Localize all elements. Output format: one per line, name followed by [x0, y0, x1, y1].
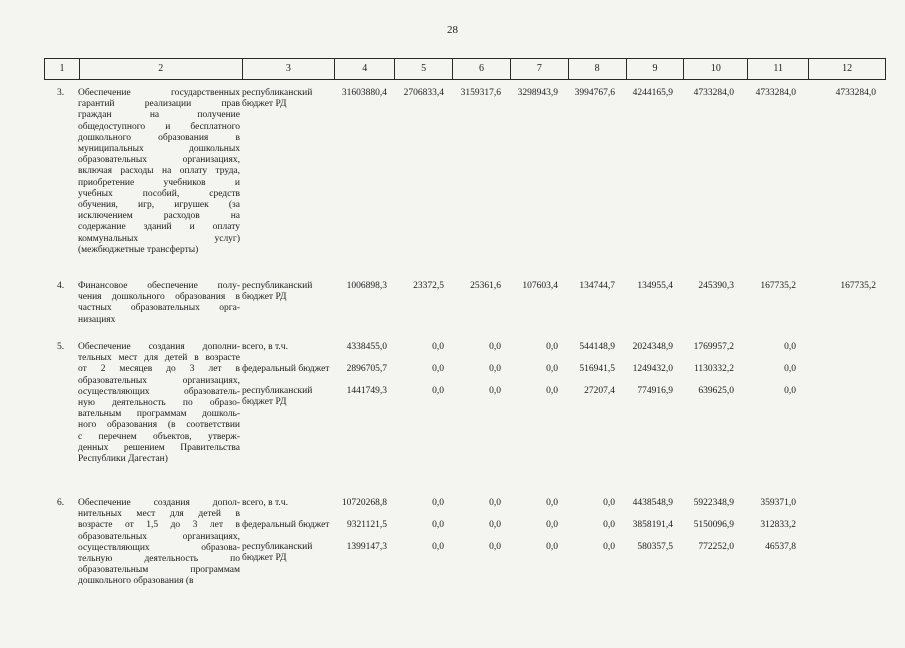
- description-line: гарантий реализации прав: [78, 99, 240, 110]
- value-cell: 167735,2: [840, 281, 876, 291]
- value-cell: 0,0: [784, 364, 796, 374]
- column-header-5: 5: [395, 59, 453, 79]
- row-number: 5.: [57, 342, 65, 352]
- description-line: частных образовательных орга-: [78, 303, 240, 314]
- value-cell: 25361,6: [470, 281, 501, 291]
- description-line: низациях: [78, 314, 116, 325]
- row-number: 3.: [57, 88, 65, 98]
- description-line: муниципальных дошкольных: [78, 144, 240, 155]
- value-cell: 0,0: [432, 498, 444, 508]
- value-cell: 0,0: [784, 386, 796, 396]
- value-cell: 0,0: [489, 498, 501, 508]
- value-cell: 4438548,9: [632, 498, 673, 508]
- column-header-8: 8: [569, 59, 627, 79]
- description-line: (межбюджетные трансферты): [78, 244, 199, 255]
- description-line: граждан на получение: [78, 110, 240, 121]
- funding-source: всего, в т.ч.: [242, 498, 288, 508]
- description-line: содержание зданий и оплату: [78, 222, 240, 233]
- description-line: Обеспечение создания допол-: [78, 498, 240, 508]
- value-cell: 0,0: [489, 542, 501, 552]
- value-cell: 2706833,4: [403, 88, 444, 98]
- funding-source: республиканский бюджет РД: [242, 88, 313, 110]
- description-line: тельных мест для детей в возрасте: [78, 353, 240, 364]
- value-cell: 0,0: [546, 542, 558, 552]
- value-cell: 772252,0: [698, 542, 734, 552]
- value-cell: 0,0: [432, 542, 444, 552]
- table-header-row: [44, 58, 886, 80]
- column-header-6: 6: [453, 59, 511, 79]
- page-number: 28: [447, 24, 458, 36]
- funding-source: федеральный бюджет: [242, 364, 330, 374]
- value-cell: 0,0: [489, 520, 501, 530]
- description-line: учебных пособий, средств: [78, 188, 240, 199]
- description-line: Финансовое обеспечение полу-: [78, 281, 240, 291]
- value-cell: 5150096,9: [693, 520, 734, 530]
- description-line: Обеспечение создания дополни-: [78, 342, 240, 352]
- value-cell: 0,0: [546, 342, 558, 352]
- column-header-11: 11: [748, 59, 809, 79]
- description-line: коммунальных услуг): [78, 233, 240, 244]
- value-cell: 46537,8: [765, 542, 796, 552]
- description-line: вательным программам дошколь-: [78, 409, 240, 420]
- column-header-2: 2: [80, 59, 243, 79]
- value-cell: 167735,2: [760, 281, 796, 291]
- value-cell: 1769957,2: [693, 342, 734, 352]
- value-cell: 1249432,0: [632, 364, 673, 374]
- value-cell: 2896705,7: [346, 364, 387, 374]
- value-cell: 3858191,4: [632, 520, 673, 530]
- value-cell: 3159317,6: [460, 88, 501, 98]
- description-line: ную деятельность по образо-: [78, 398, 240, 409]
- value-cell: 0,0: [432, 520, 444, 530]
- description-line: приобретение учебников и: [78, 177, 240, 188]
- value-cell: 359371,0: [760, 498, 796, 508]
- description-line: включая расходы на оплату труда,: [78, 166, 240, 177]
- description-line: дошкольного образования в: [78, 132, 240, 143]
- column-header-9: 9: [627, 59, 685, 79]
- column-header-12: 12: [842, 63, 853, 74]
- description-line: дошкольного образования (в: [78, 576, 194, 587]
- value-cell: 0,0: [489, 342, 501, 352]
- row-description: [78, 281, 240, 326]
- description-line: Обеспечение государственных: [78, 88, 240, 98]
- value-cell: 1399147,3: [346, 542, 387, 552]
- value-cell: 544148,9: [579, 342, 615, 352]
- value-cell: 3298943,9: [517, 88, 558, 98]
- description-line: образовательных организациях,: [78, 375, 240, 386]
- row-description: [78, 498, 240, 588]
- value-cell: 0,0: [432, 364, 444, 374]
- value-cell: 312833,2: [760, 520, 796, 530]
- row-description: [78, 88, 240, 256]
- description-line: денных решением Правительства: [78, 442, 240, 453]
- description-line: обучения, игр, игрушек (за: [78, 200, 240, 211]
- value-cell: 31603880,4: [341, 88, 387, 98]
- description-line: осуществляющих образова-: [78, 542, 240, 553]
- value-cell: 0,0: [489, 386, 501, 396]
- value-cell: 4733284,0: [693, 88, 734, 98]
- value-cell: 2024348,9: [632, 342, 673, 352]
- description-line: исключением расходов на: [78, 211, 240, 222]
- value-cell: 4244165,9: [632, 88, 673, 98]
- value-cell: 0,0: [546, 364, 558, 374]
- value-cell: 516941,5: [579, 364, 615, 374]
- value-cell: 10720268,8: [341, 498, 387, 508]
- funding-source: всего, в т.ч.: [242, 342, 288, 352]
- value-cell: 0,0: [546, 520, 558, 530]
- value-cell: 639625,0: [698, 386, 734, 396]
- value-cell: 0,0: [546, 498, 558, 508]
- column-header-3: 3: [243, 59, 336, 79]
- value-cell: 774916,9: [637, 386, 673, 396]
- description-line: осуществляющих образователь-: [78, 386, 240, 397]
- description-line: чения дошкольного образования в: [78, 292, 240, 303]
- value-cell: 0,0: [432, 342, 444, 352]
- value-cell: 107603,4: [522, 281, 558, 291]
- value-cell: 4733284,0: [755, 88, 796, 98]
- description-line: Республики Дагестан): [78, 454, 168, 465]
- description-line: ного образования (в соответствии: [78, 420, 240, 431]
- value-cell: 1006898,3: [346, 281, 387, 291]
- value-cell: 0,0: [489, 364, 501, 374]
- value-cell: 134955,4: [637, 281, 673, 291]
- description-line: тельную деятельность по: [78, 554, 240, 565]
- column-header-7: 7: [511, 59, 569, 79]
- value-cell: 9321121,5: [346, 520, 387, 530]
- value-cell: 0,0: [603, 542, 615, 552]
- description-line: с перечнем объектов, утверж-: [78, 431, 240, 442]
- row-description: [78, 342, 240, 465]
- value-cell: 4338455,0: [346, 342, 387, 352]
- description-line: от 2 месяцев до 3 лет в: [78, 364, 240, 375]
- budget-table: [44, 58, 886, 648]
- value-cell: 134744,7: [579, 281, 615, 291]
- funding-source: республиканский бюджет РД: [242, 386, 313, 408]
- column-header-10: 10: [684, 59, 748, 79]
- value-cell: 0,0: [603, 520, 615, 530]
- description-line: нительных мест для детей в: [78, 509, 240, 520]
- value-cell: 3994767,6: [574, 88, 615, 98]
- value-cell: 0,0: [784, 342, 796, 352]
- funding-source: республиканский бюджет РД: [242, 281, 313, 303]
- value-cell: 27207,4: [584, 386, 615, 396]
- row-number: 6.: [57, 498, 65, 508]
- funding-source: федеральный бюджет: [242, 520, 330, 530]
- value-cell: 245390,3: [698, 281, 734, 291]
- value-cell: 0,0: [603, 498, 615, 508]
- funding-source: республиканский бюджет РД: [242, 542, 313, 564]
- value-cell: 0,0: [546, 386, 558, 396]
- value-cell: 1130332,2: [693, 364, 734, 374]
- description-line: общедоступного и бесплатного: [78, 121, 240, 132]
- value-cell: 4733284,0: [835, 88, 876, 98]
- row-number: 4.: [57, 281, 65, 291]
- description-line: образовательных организациях,: [78, 155, 240, 166]
- value-cell: 1441749,3: [346, 386, 387, 396]
- description-line: образовательных организациях,: [78, 531, 240, 542]
- description-line: образовательным программам: [78, 565, 240, 576]
- description-line: возрасте от 1,5 до 3 лет в: [78, 520, 240, 531]
- value-cell: 23372,5: [413, 281, 444, 291]
- value-cell: 0,0: [432, 386, 444, 396]
- value-cell: 580357,5: [637, 542, 673, 552]
- column-header-1: 1: [45, 59, 80, 79]
- value-cell: 5922348,9: [693, 498, 734, 508]
- column-header-4: 4: [335, 59, 395, 79]
